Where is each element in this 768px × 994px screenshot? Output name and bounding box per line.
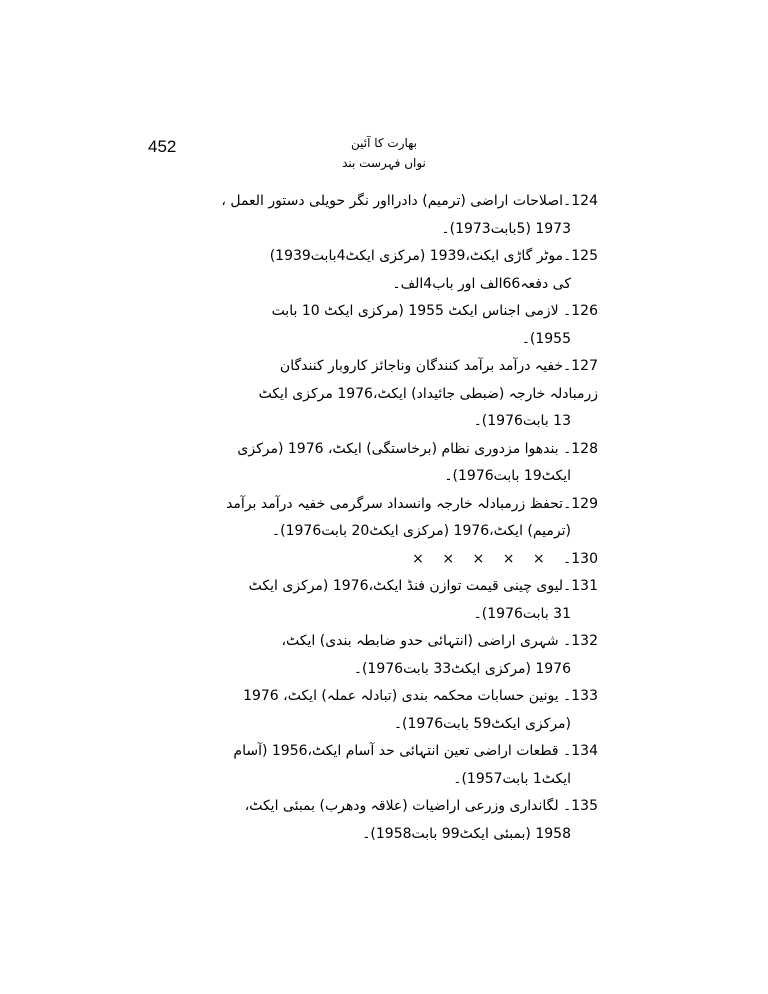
entry-line: 131۔لیوی چینی قیمت توازن فنڈ ایکٹ،1976 (مرکزی ایکٹ: [248, 578, 598, 594]
entry-line: 1976 (مرکزی ایکٹ33 بابت1976)۔: [353, 660, 571, 677]
entry-line: 124۔اصلاحات اراضی (ترمیم) دادرااور نگر حویلی دستور العمل ،: [221, 193, 598, 209]
page-subheading: نواں فہرست بند: [342, 156, 426, 170]
entry-line: 135۔ لگانداری وزرعی اراضیات (علاقہ ودھرب) بمبئی ایکٹ،: [244, 798, 598, 814]
entry-line: 126۔ لازمی اجناس ایکٹ 1955 (مرکزی ایکٹ 10 بابت: [271, 303, 598, 319]
page-number: 452: [148, 137, 177, 156]
entry-line: 1955)۔: [521, 330, 571, 347]
entry-line: 31 بابت1976)۔: [473, 605, 571, 622]
entry-line: 125۔موٹر گاڑی ایکٹ،1939 (مرکزی ایکٹ4بابت1939): [269, 248, 598, 264]
schedule-entry: [243, 683, 598, 738]
entry-line: 134۔ قطعات اراضی تعین انتہائی حد آسام ایکٹ،1956 (آسام: [233, 743, 598, 759]
entry-line: ایکٹ1 بابت1957)۔: [453, 770, 571, 787]
schedule-entry-list: [221, 188, 598, 848]
entry-line: 132۔ شہری اراضی (انتہائی حدو ضابطہ بندی) ایکٹ،: [281, 633, 598, 649]
entry-line: 13 بابت1976)۔: [473, 413, 571, 429]
schedule-entry: [233, 738, 598, 793]
entry-line: کی دفعہ66الف اور باب4الف۔: [392, 275, 571, 292]
schedule-entry: [270, 628, 598, 683]
page-heading: بھارت کا آئین: [350, 136, 418, 150]
entry-line: (ترمیم) ایکٹ،1976 (مرکزی ایکٹ20 بابت1976)۔: [271, 523, 571, 539]
entry-line: ایکٹ19 بابت1976)۔: [444, 468, 571, 484]
schedule-entry: [270, 298, 598, 353]
schedule-entry: [221, 188, 598, 243]
entry-line: (مرکزی ایکٹ59 بابت1976)۔: [393, 715, 571, 732]
entry-line: 128۔ بندھوا مزدوری نظام (برخاستگی) ایکٹ، 1976 (مرکزی: [237, 440, 598, 457]
schedule-entry: [244, 793, 598, 848]
schedule-entry: [237, 436, 598, 491]
entry-line: 1958 (بمبئی ایکٹ99 بابت1958)۔: [362, 825, 571, 842]
schedule-entry-omitted: [270, 546, 598, 574]
entry-line: 1973 (5بابت1973)۔: [441, 220, 571, 237]
schedule-entry: [258, 353, 598, 436]
entry-line: 130۔ × × × × ×: [412, 550, 598, 567]
entry-line: 129۔تحفظ زرمبادلہ خارجہ وانسداد سرگرمی خفیہ درآمد برآمد: [226, 495, 598, 512]
entry-line: 127۔خفیہ درآمد برآمد کنندگان وناجائز کاروبار کنندگان: [279, 358, 598, 374]
schedule-entry: [226, 491, 598, 546]
entry-line: 133۔ یونین حسابات محکمہ بندی (تبادلہ عملہ) ایکٹ، 1976: [243, 688, 598, 704]
schedule-entry: [270, 243, 598, 298]
schedule-entry: [248, 573, 598, 628]
entry-line: زرمبادلہ خارجہ (ضبطی جائیداد) ایکٹ،1976 مرکزی ایکٹ: [258, 385, 598, 402]
